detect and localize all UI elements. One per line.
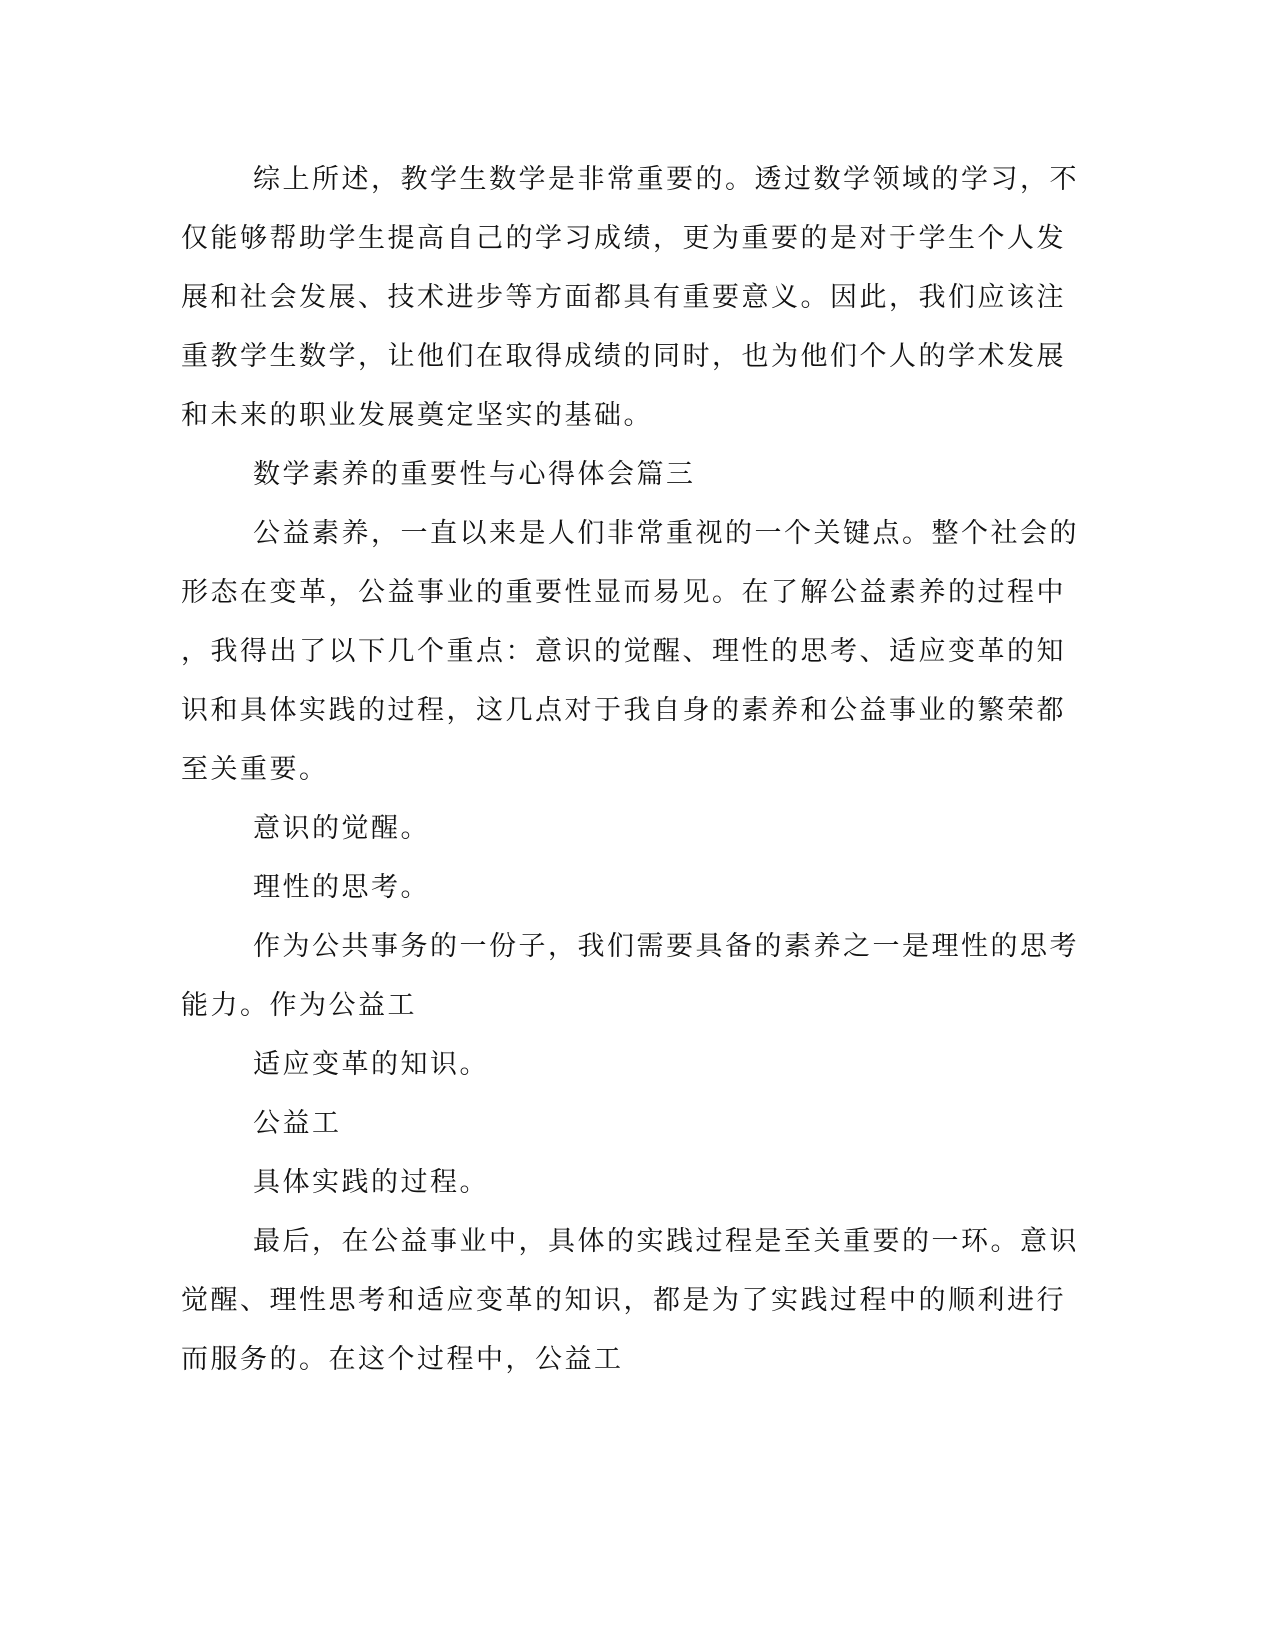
- subheading: 适应变革的知识。: [253, 1049, 489, 1080]
- text-line: 至关重要。: [181, 754, 329, 785]
- text-line: 作为公共事务的一份子，我们需要具备的素养之一是理性的思考: [253, 931, 1079, 962]
- text-line: 综上所述，教学生数学是非常重要的。透过数学领域的学习，不: [253, 164, 1079, 195]
- text-line: 仅能够帮助学生提高自己的学习成绩，更为重要的是对于学生个人发: [181, 223, 1066, 254]
- text-line: 形态在变革，公益事业的重要性显而易见。在了解公益素养的过程中: [181, 577, 1066, 608]
- text-line: 重教学生数学，让他们在取得成绩的同时，也为他们个人的学术发展: [181, 341, 1066, 372]
- text-line: 而服务的。在这个过程中，公益工: [181, 1344, 624, 1375]
- text-line: 能力。作为公益工: [181, 990, 417, 1021]
- text-line: 和未来的职业发展奠定坚实的基础。: [181, 400, 653, 431]
- text-line: 最后，在公益事业中，具体的实践过程是至关重要的一环。意识: [253, 1226, 1079, 1257]
- subheading: 具体实践的过程。: [253, 1167, 489, 1198]
- text-line: 公益工: [253, 1108, 342, 1139]
- subheading: 意识的觉醒。: [253, 813, 430, 844]
- text-line: 公益素养，一直以来是人们非常重视的一个关键点。整个社会的: [253, 518, 1079, 549]
- text-line: 展和社会发展、技术进步等方面都具有重要意义。因此，我们应该注: [181, 282, 1066, 313]
- section-heading: 数学素养的重要性与心得体会篇三: [253, 459, 696, 490]
- text-line: 觉醒、理性思考和适应变革的知识，都是为了实践过程中的顺利进行: [181, 1285, 1066, 1316]
- subheading: 理性的思考。: [253, 872, 430, 903]
- text-line: ，我得出了以下几个重点：意识的觉醒、理性的思考、适应变革的知: [181, 636, 1066, 667]
- text-line: 识和具体实践的过程，这几点对于我自身的素养和公益事业的繁荣都: [181, 695, 1066, 726]
